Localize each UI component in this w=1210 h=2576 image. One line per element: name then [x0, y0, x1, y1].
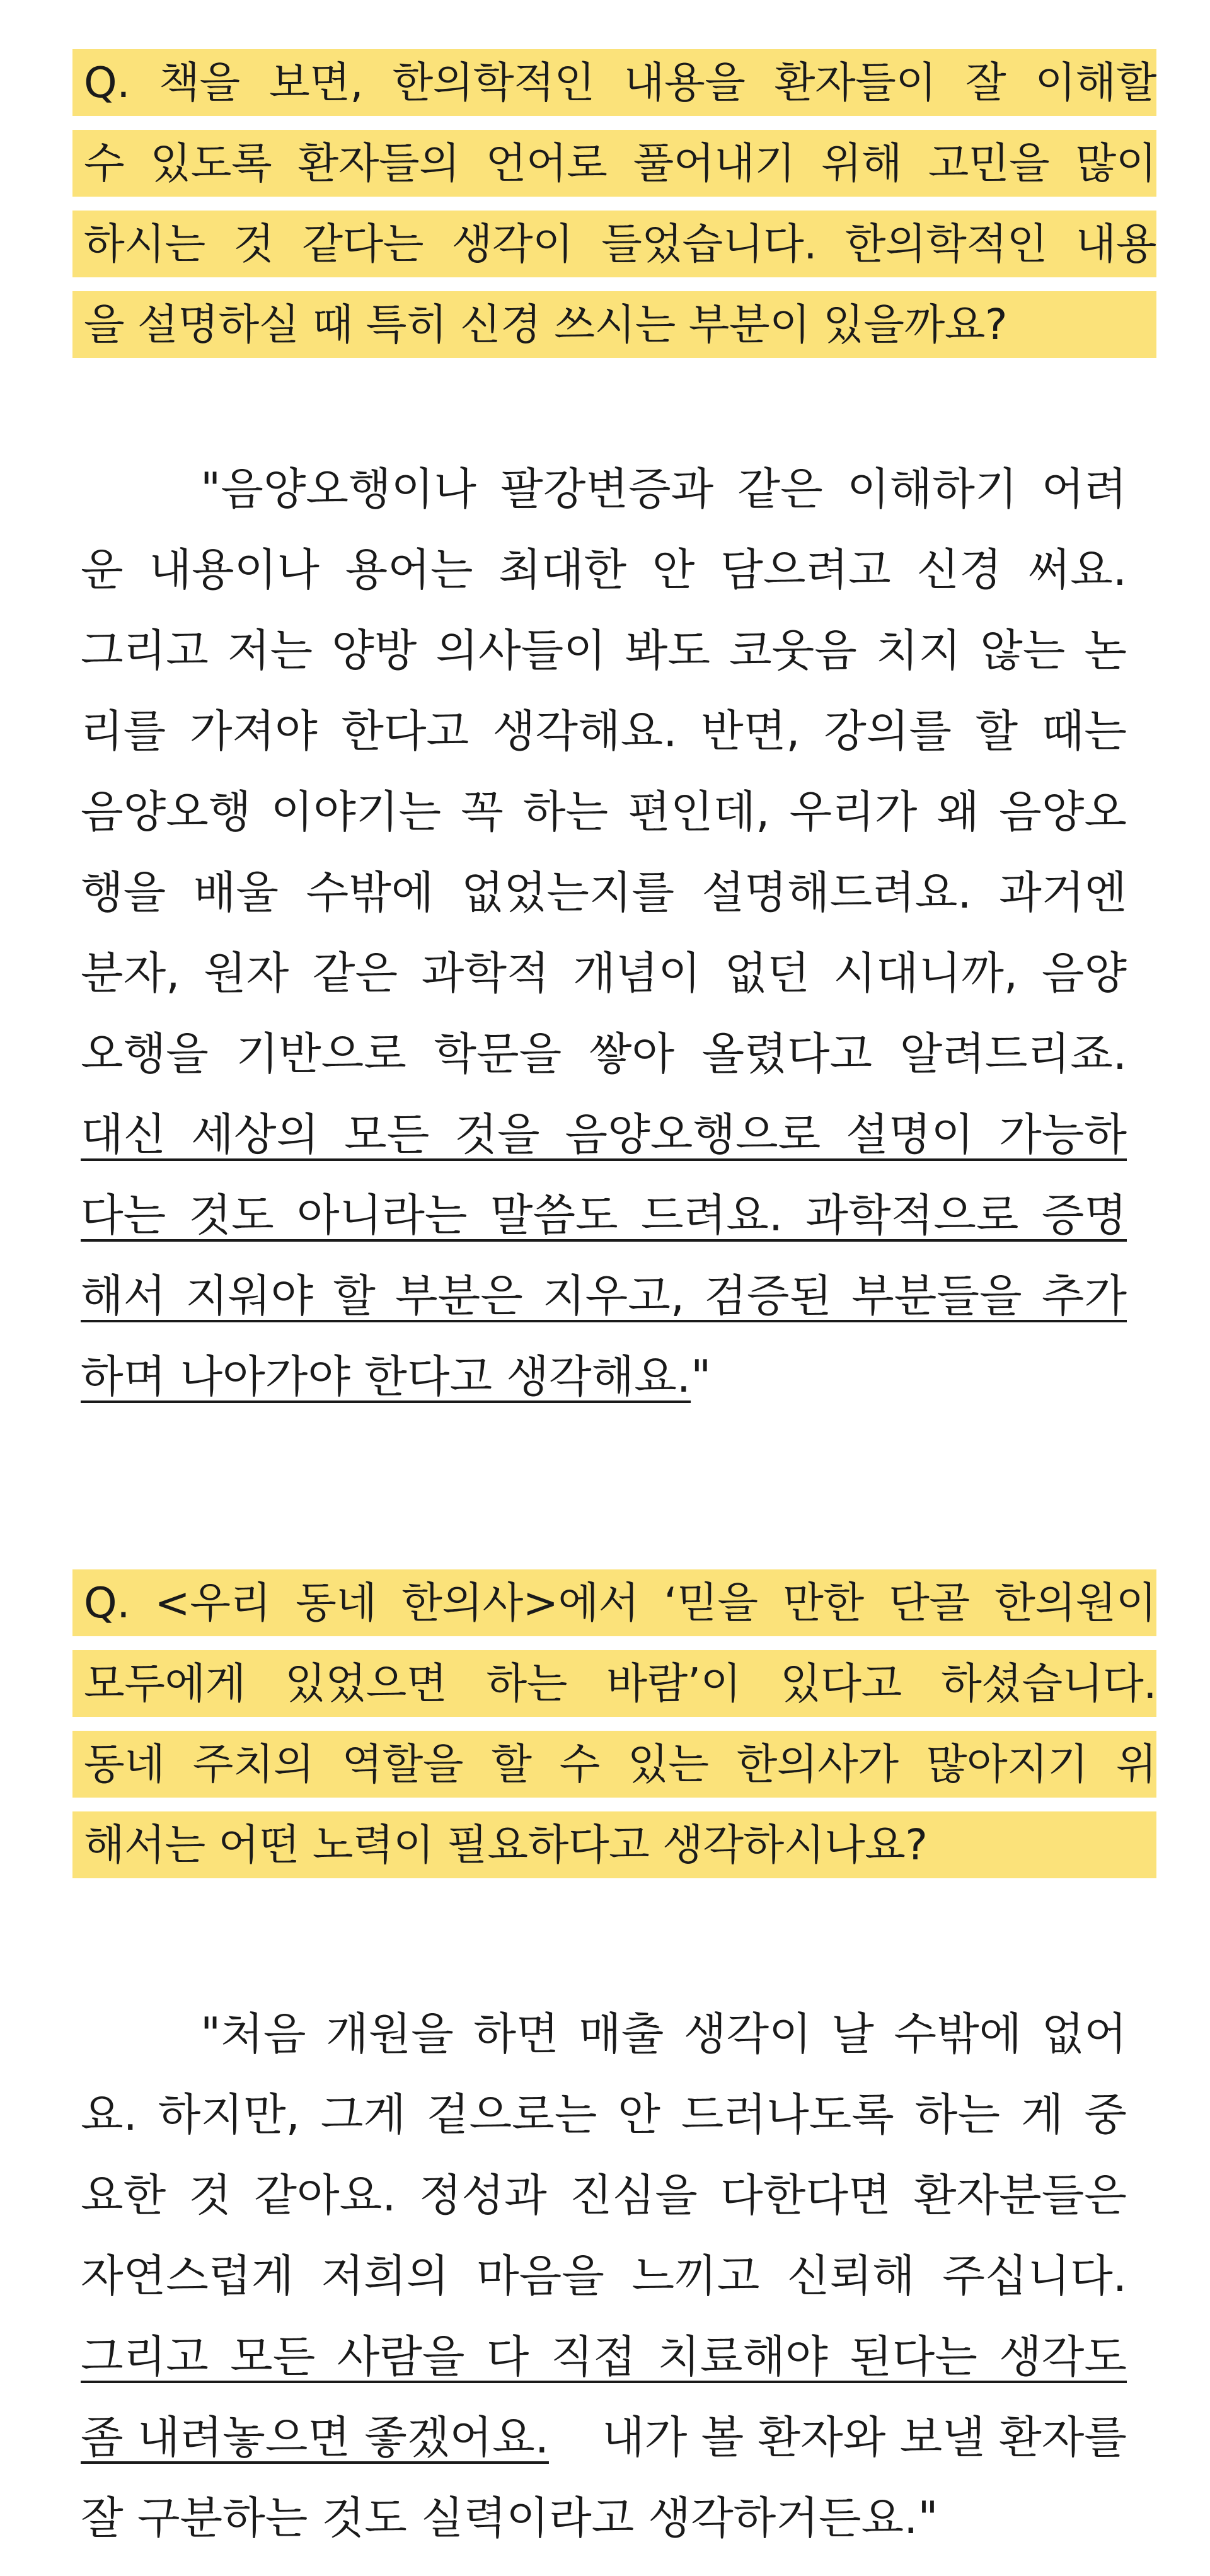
- underlined-text: 좀 내려놓으면 좋겠어요.: [81, 2411, 549, 2463]
- answer-text: 내가 볼 환자와 보낼 환자를: [602, 2411, 1127, 2463]
- question-line: [72, 291, 1156, 358]
- answer-line: [81, 449, 1127, 529]
- question-line: [72, 1731, 1156, 1798]
- answer-line: [81, 610, 1127, 691]
- question-text: 하시는 것 같다는 생각이 들었습니다. 한의학적인 내용: [84, 219, 1156, 269]
- underlined-text: 해서 지워야 할 부분은 지우고, 검증된 부분들을 추가: [81, 1270, 1127, 1322]
- answer-line: [81, 529, 1127, 610]
- question-line: [72, 211, 1156, 277]
- answer-line-underlined: [81, 2316, 1127, 2397]
- underlined-text: 대신 세상의 모든 것을 음양오행으로 설명이 가능하: [81, 1109, 1127, 1160]
- question-block-1: [72, 49, 1156, 372]
- answer-text: 오행을 기반으로 학문을 쌓아 올렸다고 알려드리죠.: [81, 1028, 1127, 1080]
- answer-line: [81, 691, 1127, 771]
- answer-line-mixed: [81, 2397, 1127, 2478]
- answer-text: 자연스럽게 저희의 마음을 느끼고 신뢰해 주십니다.: [81, 2250, 1127, 2302]
- closing-quote: ": [691, 1351, 712, 1402]
- question-block-2: [72, 1569, 1156, 1892]
- question-line: [72, 1650, 1156, 1717]
- answer-block-1: [81, 449, 1127, 1417]
- answer-line: [81, 2074, 1127, 2155]
- underlined-text: 다는 것도 아니라는 말씀도 드려요. 과학적으로 증명: [81, 1189, 1127, 1241]
- answer-text: 음양오행 이야기는 꼭 하는 편인데, 우리가 왜 음양오: [81, 786, 1127, 838]
- answer-block-2: [81, 1994, 1127, 2558]
- answer-line-underlined: [81, 1336, 1127, 1417]
- question-text: Q. 책을 보면, 한의학적인 내용을 환자들이 잘 이해할: [84, 58, 1156, 107]
- answer-line: [81, 771, 1127, 852]
- answer-line: [81, 2478, 1127, 2558]
- answer-line: [81, 852, 1127, 933]
- question-text: 모두에게 있었으면 하는 바람’이 있다고 하셨습니다.: [84, 1659, 1156, 1708]
- underlined-text: 그리고 모든 사람을 다 직접 치료해야 된다는 생각도: [81, 2331, 1127, 2383]
- answer-line: [81, 2236, 1127, 2316]
- answer-line: [81, 2155, 1127, 2236]
- question-text: 수 있도록 환자들의 언어로 풀어내기 위해 고민을 많이: [84, 139, 1156, 188]
- answer-line: [81, 933, 1127, 1014]
- answer-line-underlined: [81, 1175, 1127, 1256]
- question-text: 을 설명하실 때 특히 신경 쓰시는 부분이 있을까요?: [84, 300, 1008, 349]
- answer-text: 분자, 원자 같은 과학적 개념이 없던 시대니까, 음양: [81, 947, 1127, 999]
- question-text: Q. <우리 동네 한의사>에서 ‘믿을 만한 단골 한의원이: [84, 1578, 1156, 1627]
- answer-line-underlined: [81, 1094, 1127, 1175]
- answer-text: 운 내용이나 용어는 최대한 안 담으려고 신경 써요.: [81, 544, 1127, 596]
- answer-text: 요한 것 같아요. 정성과 진심을 다한다면 환자분들은: [81, 2169, 1127, 2221]
- question-line: [72, 49, 1156, 116]
- answer-text: 행을 배울 수밖에 없었는지를 설명해드려요. 과거엔: [81, 867, 1127, 918]
- question-text: 동네 주치의 역할을 할 수 있는 한의사가 많아지기 위: [84, 1740, 1156, 1789]
- question-line: [72, 130, 1156, 197]
- answer-line-underlined: [81, 1256, 1127, 1336]
- answer-text: 잘 구분하는 것도 실력이라고 생각하거든요.": [81, 2492, 938, 2544]
- answer-line: [81, 1014, 1127, 1094]
- answer-text: 그리고 저는 양방 의사들이 봐도 코웃음 치지 않는 논: [81, 625, 1127, 676]
- answer-text: 요. 하지만, 그게 겉으로는 안 드러나도록 하는 게 중: [81, 2089, 1127, 2140]
- question-line: [72, 1569, 1156, 1636]
- question-line: [72, 1811, 1156, 1878]
- question-text: 해서는 어떤 노력이 필요하다고 생각하시나요?: [84, 1820, 928, 1869]
- answer-text: "처음 개원을 하면 매출 생각이 날 수밖에 없어: [200, 2008, 1127, 2060]
- answer-line: [81, 1994, 1127, 2074]
- underlined-text: 하며 나아가야 한다고 생각해요.: [81, 1351, 691, 1402]
- answer-text: "음양오행이나 팔강변증과 같은 이해하기 어려: [200, 463, 1127, 515]
- answer-text: 리를 가져야 한다고 생각해요. 반면, 강의를 할 때는: [81, 705, 1127, 757]
